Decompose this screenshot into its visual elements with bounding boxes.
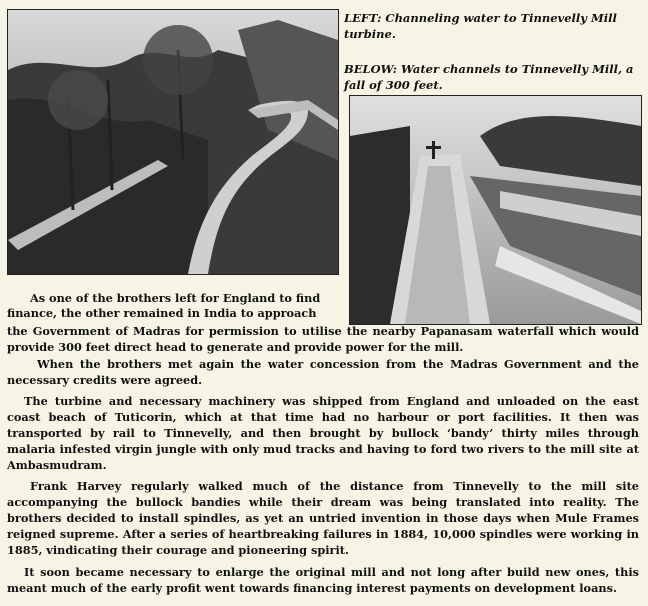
body-text-line: As one of the brothers left for England to find xyxy=(30,291,321,305)
body-text-line: When the brothers met again the water concession from the Madras Government and the xyxy=(37,357,639,371)
body-text-line: provide 300 feet direct head to generate and provide power for the mill. xyxy=(7,340,464,354)
photo-water-channel-turbine xyxy=(7,9,339,275)
body-text-line: It soon became necessary to enlarge the original mill and not long after build new ones, this xyxy=(24,565,639,579)
photo-water-channels-fall xyxy=(349,95,642,325)
caption-below-photo: BELOW: Water channels to Tinnevelly Mill, a fall of 300 feet. xyxy=(344,62,634,92)
caption-left-photo: LEFT: Channeling water to Tinnevelly Mill turbine. xyxy=(344,11,617,41)
body-text-line: finance, the other remained in India to approach xyxy=(7,306,317,320)
body-text-line: transported by rail to Tinnevelly, and then brought by bullock ‘bandy’ thirty miles through xyxy=(7,426,639,440)
body-text-line: coast beach of Tuticorin, which at that time had no harbour or port facilities. It then was xyxy=(7,410,639,424)
body-text-line: necessary credits were agreed. xyxy=(7,373,203,387)
body-text-line: brothers decided to install spindles, as yet an untried invention in those days when Mule Frames xyxy=(7,511,639,525)
body-text-line: The turbine and necessary machinery was shipped from England and unloaded on the east xyxy=(24,394,639,408)
body-text-line: Frank Harvey regularly walked much of the distance from Tinnevelly to the mill site xyxy=(30,479,639,493)
body-text-line: 1885, vindicating their courage and pioneering spirit. xyxy=(7,543,349,557)
body-text-line: the Government of Madras for permission to utilise the nearby Papanasam waterfall which would xyxy=(7,324,639,338)
photo-left-illustration xyxy=(8,10,338,274)
body-text-line: meant much of the early profit went towards financing interest payments on development loans. xyxy=(7,581,617,595)
body-text-line: accompanying the bullock bandies while their dream was being translated into reality. The xyxy=(7,495,639,509)
body-text-line: Ambasmudram. xyxy=(7,458,107,472)
photo-right-illustration xyxy=(350,96,641,324)
body-text-line: reigned supreme. After a series of heartbreaking failures in 1884, 10,000 spindles were working in xyxy=(7,527,639,541)
body-text-line: malaria infested virgin jungle with only mud tracks and having to ford two rivers to the mill site at xyxy=(7,442,639,456)
